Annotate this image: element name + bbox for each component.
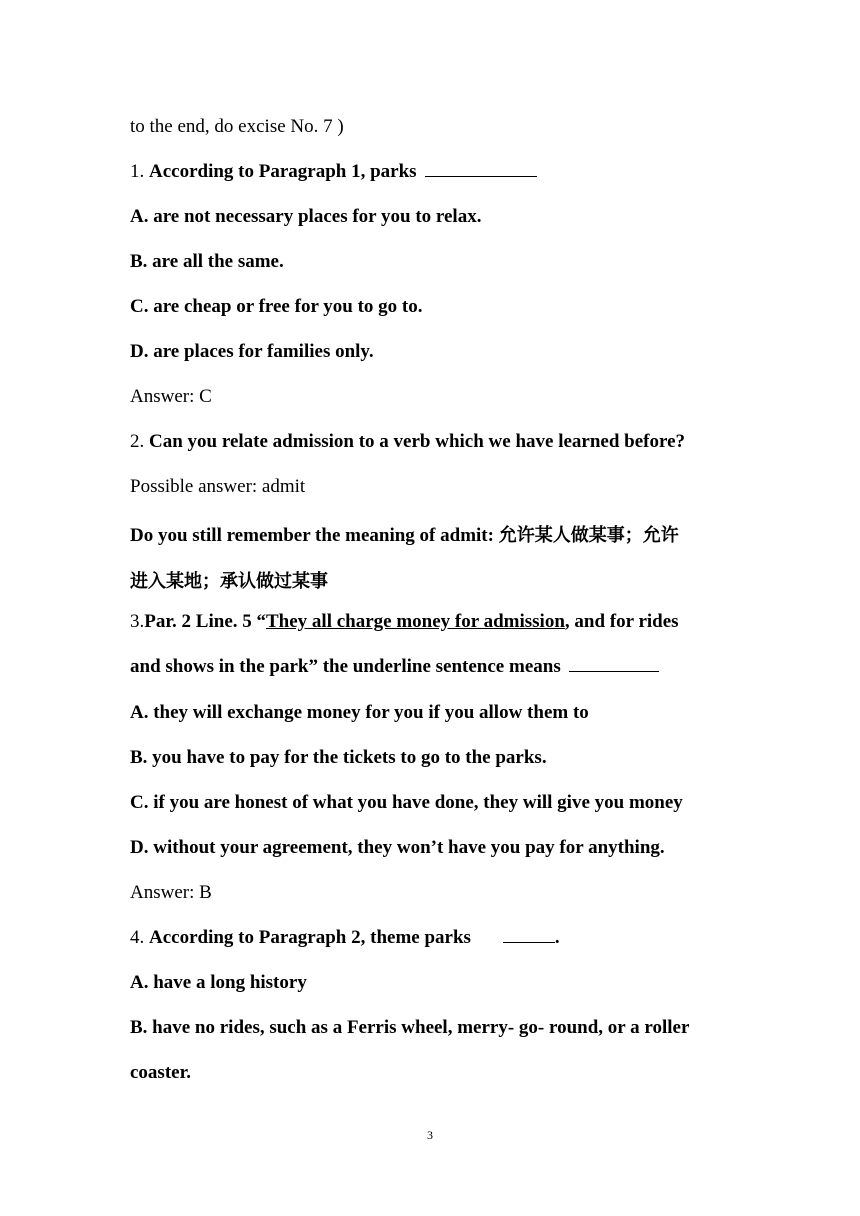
question-number: 3.: [130, 611, 145, 632]
question-number: 1.: [130, 161, 149, 182]
question-number: 2.: [130, 431, 149, 452]
answer-blank: [503, 941, 555, 943]
follow-up-chinese-1: 允许某人做某事；允许: [498, 525, 679, 546]
option-b: B. you have to pay for the tickets to go to the parks.: [130, 747, 547, 768]
follow-up-question: [130, 521, 679, 547]
question-1: [130, 161, 537, 183]
question-text: and shows in the park” the underline sentence means: [130, 656, 561, 677]
possible-answer: Possible answer: admit: [130, 476, 306, 497]
answer-line: Answer: C: [130, 386, 212, 407]
option-c: C. if you are honest of what you have done, they will give you money: [130, 792, 683, 813]
period: .: [554, 927, 560, 948]
follow-up-chinese-2: 进入某地；承认做过某事: [130, 571, 328, 592]
option-d: D. are places for families only.: [130, 341, 374, 362]
option-b: B. are all the same.: [130, 251, 284, 272]
question-text-pre: Par. 2 Line. 5 “: [144, 611, 266, 632]
underlined-sentence: They all charge money for admission: [266, 611, 565, 632]
option-d: D. without your agreement, they won’t have you pay for anything.: [130, 837, 665, 858]
question-4: [130, 927, 560, 949]
option-b: B. have no rides, such as a Ferris wheel, merry- go- round, or a roller: [130, 1017, 690, 1038]
answer-line: Answer: B: [130, 882, 212, 903]
answer-blank: [425, 175, 537, 177]
question-text-post: , and for rides: [564, 611, 679, 632]
page-number: 3: [427, 1128, 433, 1142]
question-text: According to Paragraph 1, parks: [149, 161, 417, 182]
option-a: A. are not necessary places for you to relax.: [130, 206, 482, 227]
follow-up-english: Do you still remember the meaning of admit:: [130, 525, 494, 546]
option-a: A. have a long history: [130, 972, 307, 993]
intro-line: to the end, do excise No. 7 ): [130, 116, 344, 137]
question-text: Can you relate admission to a verb which we have learned before?: [149, 431, 686, 452]
question-3: [130, 611, 679, 633]
question-3-continued: [130, 656, 659, 678]
question-number: 4.: [130, 927, 149, 948]
option-a: A. they will exchange money for you if you allow them to: [130, 702, 589, 723]
question-text: According to Paragraph 2, theme parks: [149, 927, 471, 948]
option-b-continued: coaster.: [130, 1062, 192, 1083]
answer-blank: [569, 670, 659, 672]
option-c: C. are cheap or free for you to go to.: [130, 296, 423, 317]
question-2: [130, 431, 685, 453]
